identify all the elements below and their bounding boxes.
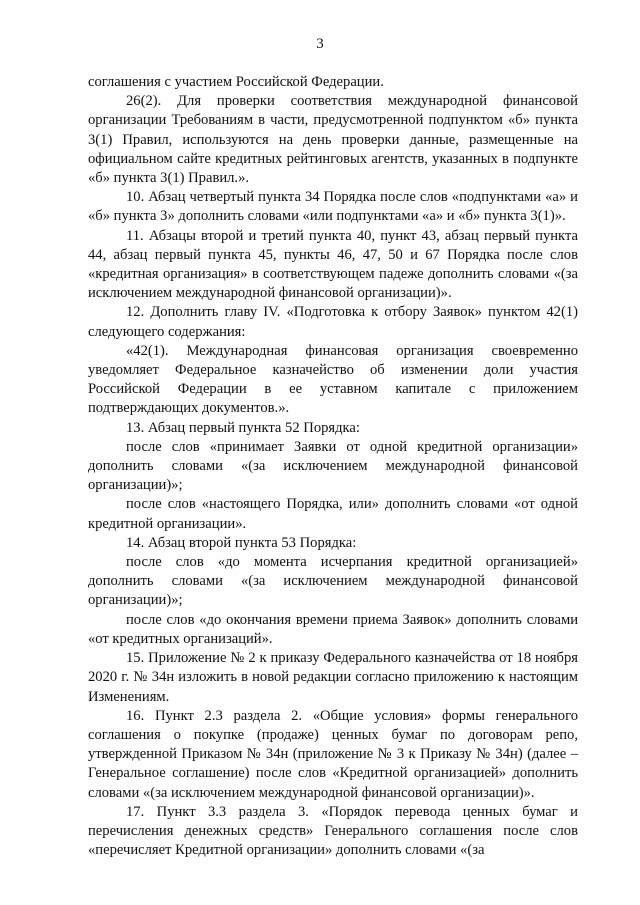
- paragraph: 17. Пункт 3.3 раздела 3. «Порядок перевода ценных бумаг и перечисления денежных средств» Генерального соглашения после слов «перечисляет Кредитной организации» дополнить словами «(за: [88, 803, 578, 859]
- paragraph: соглашения с участием Российской Федерации.: [88, 74, 384, 90]
- paragraph: 16. Пункт 2.3 раздела 2. «Общие условия» формы генерального соглашения о покупке (продаже) ценных бумаг по договорам репо, утвержденной Приказом № 34н (приложение № 3 к Приказу № 34н) (далее – Генеральное соглашение) после слов «Кредитной организацией» дополнить словами «(за исключением международной финансовой организации)».: [88, 707, 578, 801]
- paragraph: 13. Абзац первый пункта 52 Порядка:: [126, 419, 360, 436]
- paragraph: 12. Дополнить главу IV. «Подготовка к отбору Заявок» пунктом 42(1) следующего содержания:: [88, 304, 578, 340]
- document-body: [88, 73, 578, 860]
- paragraph: 26(2). Для проверки соответствия международной финансовой организации Требованиям в части, предусмотренной подпунктом «б» пункта 3(1) Правил, используются на день проверки данные, размещенные на официальном сайте кредитных рейтинговых агентств, указанных в подпункте «б» пункта 3(1) Правил.».: [88, 93, 578, 187]
- page-number: 3: [316, 36, 324, 52]
- paragraph: после слов «настоящего Порядка, или» дополнить словами «от одной кредитной организации».: [88, 496, 578, 532]
- paragraph: после слов «до окончания времени приема Заявок» дополнить словами «от кредитных организаций».: [88, 611, 578, 647]
- paragraph: 10. Абзац четвертый пункта 34 Порядка после слов «подпунктами «а» и «б» пункта 3» дополнить словами «или подпунктами «а» и «б» пункта 3(1)».: [88, 189, 578, 225]
- paragraph: «42(1). Международная финансовая организация своевременно уведомляет Федеральное казначейство об изменении доли участия Российской Федерации в ее уставном капитале с приложением подтверждающих документов.».: [88, 342, 578, 417]
- paragraph: после слов «до момента исчерпания кредитной организацией» дополнить словами «(за исключением международной финансовой организации)»;: [88, 554, 578, 609]
- paragraph: 15. Приложение № 2 к приказу Федерального казначейства от 18 ноября 2020 г. № 34н изложить в новой редакции согласно приложению к настоящим Изменениям.: [88, 650, 578, 705]
- paragraph: 14. Абзац второй пункта 53 Порядка:: [126, 534, 357, 551]
- paragraph: 11. Абзацы второй и третий пункта 40, пункт 43, абзац первый пункта 44, абзац первый пункта 45, пункты 46, 47, 50 и 67 Порядка после слов «кредитная организация» в соответствующем падеже дополнить словами «(за исключением международной финансовой организации)».: [88, 227, 578, 302]
- paragraph: после слов «принимает Заявки от одной кредитной организации» дополнить словами «(за исключением международной финансовой организации)»;: [88, 438, 578, 494]
